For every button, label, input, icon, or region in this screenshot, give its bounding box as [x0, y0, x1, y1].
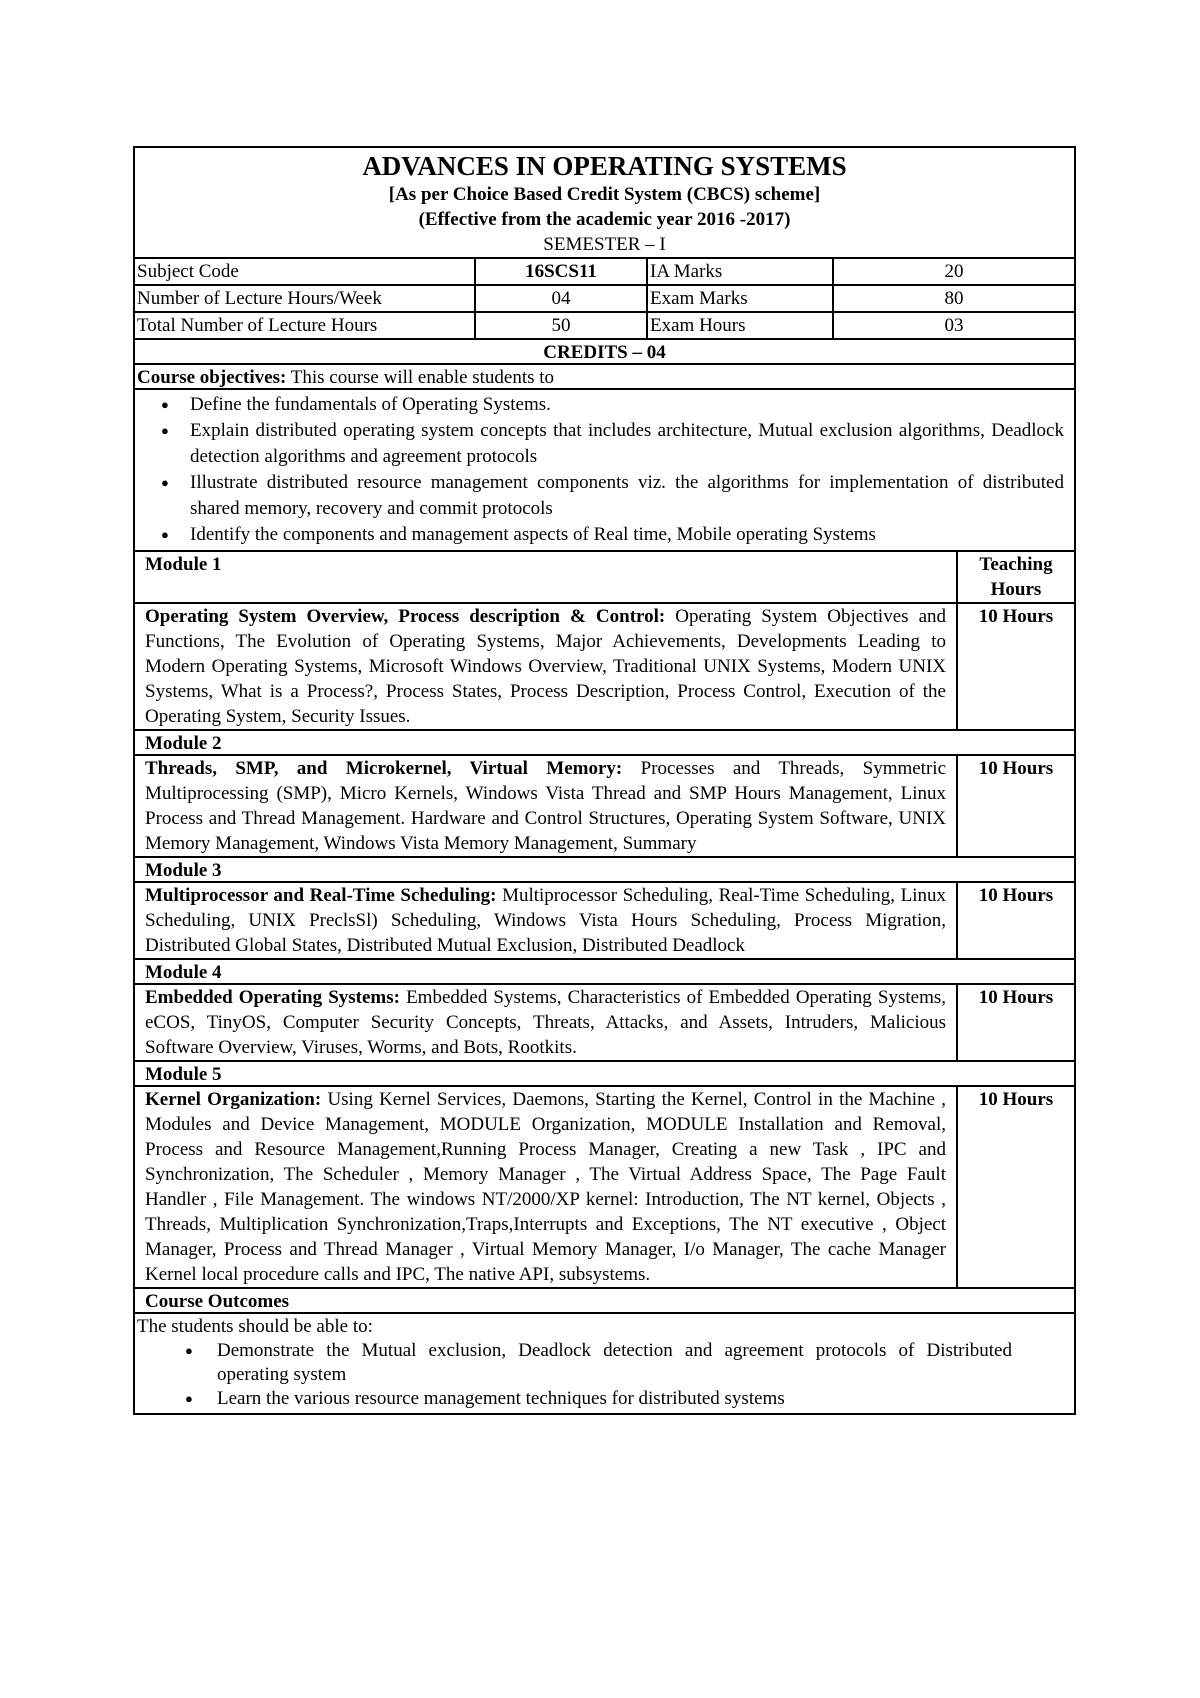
objectives-list	[135, 390, 1074, 550]
scheme-line: [As per Choice Based Credit System (CBCS) scheme]	[388, 184, 821, 205]
module-heading: Operating System Overview, Process description & Control:	[145, 606, 666, 627]
info-section	[135, 259, 1074, 340]
info-label: Total Number of Lecture Hours	[135, 312, 475, 338]
info-label: IA Marks	[647, 259, 833, 285]
info-value: 80	[833, 285, 1074, 312]
module-hours: 10 Hours	[978, 987, 1054, 1008]
module-heading: Embedded Operating Systems:	[145, 987, 400, 1008]
outcomes-intro: The students should be able to:	[137, 1316, 373, 1337]
module-description	[135, 985, 958, 1060]
module-name: Module 4	[135, 960, 1074, 985]
objectives-intro: This course will enable students to	[290, 367, 555, 388]
module-body: Multiprocessor Scheduling, Real-Time Scheduling, Linux Scheduling, UNIX PreclsSl) Scheduling, Windows Vista Hours Scheduling, Process Migration, Distributed Global States, Distributed Mutual Exclusion, Distributed Deadlock	[145, 885, 946, 956]
syllabus-table	[133, 146, 1076, 1415]
module-heading: Kernel Organization:	[145, 1089, 322, 1110]
info-value: 03	[833, 312, 1074, 338]
module-name: Module 5	[135, 1062, 1074, 1087]
list-item: ● Define the fundamentals of Operating Systems.	[145, 392, 1064, 418]
info-value: 20	[944, 261, 964, 282]
info-value: 50	[475, 312, 647, 338]
syllabus-header	[135, 148, 1074, 259]
info-label: Exam Hours	[647, 312, 833, 338]
module-hours: 10 Hours	[978, 606, 1054, 627]
module-description	[135, 883, 958, 958]
objectives-label: Course objectives:	[137, 367, 287, 388]
module-heading: Multiprocessor and Real-Time Scheduling:	[145, 885, 497, 906]
module-4-content-row	[135, 985, 1074, 1062]
module-name: Module 2	[135, 731, 1074, 756]
info-value: 16SCS11	[475, 259, 647, 285]
info-label: Number of Lecture Hours/Week	[135, 285, 475, 312]
course-outcomes-section	[135, 1314, 1074, 1413]
course-outcomes-title: Course Outcomes	[135, 1289, 1074, 1314]
info-row	[135, 259, 1074, 285]
module-hours: 10 Hours	[978, 885, 1054, 906]
list-item: ● Illustrate distributed resource management components viz. the algorithms for implementation of distributed shared memory, recovery and commit protocols	[145, 470, 1064, 522]
module-1-header-row	[135, 552, 1074, 604]
teaching-hours-label: Teaching Hours	[979, 554, 1053, 600]
list-item: ● Demonstrate the Mutual exclusion, Deadlock detection and agreement protocols of Distributed operating system	[217, 1339, 1012, 1387]
effective-line: (Effective from the academic year 2016 -2017)	[418, 209, 791, 230]
module-2-content-row	[135, 756, 1074, 858]
info-label: Subject Code	[135, 259, 475, 285]
module-name: Module 3	[135, 858, 1074, 883]
module-description	[135, 1087, 958, 1287]
credits-row: CREDITS – 04	[135, 340, 1074, 365]
objectives-heading	[135, 365, 1074, 390]
course-title: ADVANCES IN OPERATING SYSTEMS	[362, 151, 847, 181]
info-label: Exam Marks	[647, 285, 833, 312]
outcomes-list	[137, 1339, 1072, 1411]
module-body: Embedded Systems, Characteristics of Embedded Operating Systems, eCOS, TinyOS, Computer Security Concepts, Threats, Attacks, and Assets, Intruders, Malicious Software Overview, Viruses, Worms, and Bots, Rootkits.	[145, 987, 946, 1058]
list-item: ● Explain distributed operating system concepts that includes architecture, Mutual exclusion algorithms, Deadlock detection algorithms and agreement protocols	[145, 418, 1064, 470]
module-5-content-row	[135, 1087, 1074, 1289]
module-hours: 10 Hours	[978, 1089, 1054, 1110]
module-body: Operating System Objectives and Functions, The Evolution of Operating Systems, Major Achievements, Developments Leading to Modern Operating Systems, Microsoft Windows Overview, Traditional UNIX Systems, Modern UNIX Systems, What is a Process?, Process States, Process Description, Process Control, Execution of the Operating System, Security Issues.	[145, 606, 947, 727]
list-item: ● Identify the components and management aspects of Real time, Mobile operating Systems	[145, 522, 1064, 548]
module-3-content-row	[135, 883, 1074, 960]
module-description	[135, 756, 958, 856]
info-row	[135, 312, 1074, 338]
info-row	[135, 285, 1074, 312]
module-description	[135, 604, 958, 729]
objectives-section	[135, 390, 1074, 552]
module-body: Processes and Threads, Symmetric Multiprocessing (SMP), Micro Kernels, Windows Vista Thread and SMP Hours Management, Linux Process and Thread Management. Hardware and Control Structures, Operating System Software, UNIX Memory Management, Windows Vista Memory Management, Summary	[145, 758, 946, 854]
module-body: Using Kernel Services, Daemons, Starting the Kernel, Control in the Machine , Modules and Device Management, MODULE Organization, MODULE Installation and Removal, Process and Resource Management,Running Process Manager, Creating a new Task , IPC and Synchronization, The Scheduler , Memory Manager , The Virtual Address Space, The Page Fault Handler , File Management. The windows NT/2000/XP kernel: Introduction, The NT kernel, Objects , Threads, Multiplication Synchronization,Traps,Interrupts and Exceptions, The NT executive , Object Manager, Process and Thread Manager , Virtual Memory Manager, I/o Manager, The cache Manager Kernel local procedure calls and IPC, The native API, subsystems.	[145, 1089, 947, 1285]
info-value: 04	[475, 285, 647, 312]
module-hours: 10 Hours	[978, 758, 1054, 779]
module-1-content-row	[135, 604, 1074, 731]
semester-line: SEMESTER – I	[543, 234, 666, 255]
module-heading: Threads, SMP, and Microkernel, Virtual Memory:	[145, 758, 623, 779]
module-name: Module 1	[135, 552, 958, 602]
info-table	[135, 259, 1074, 338]
list-item: ● Learn the various resource management techniques for distributed systems	[217, 1387, 1012, 1411]
